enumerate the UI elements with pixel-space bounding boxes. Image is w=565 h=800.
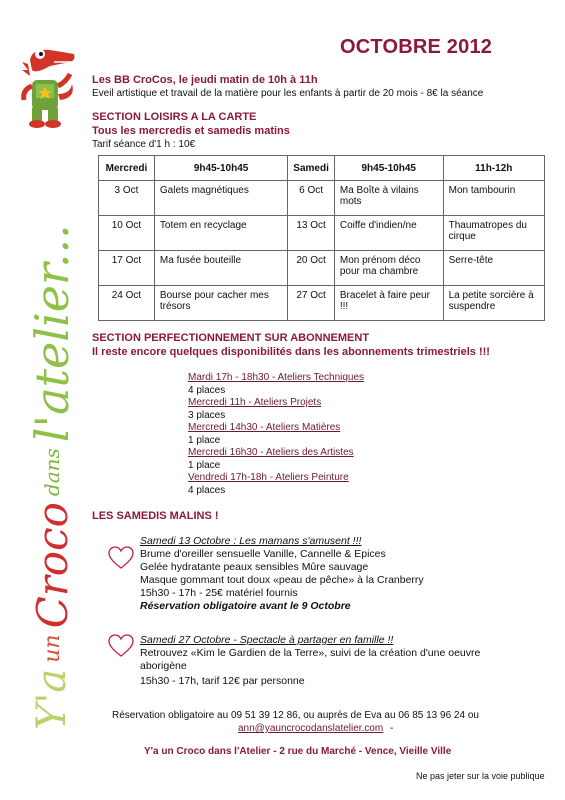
event-2-title: Samedi 27 Octobre - Spectacle à partager en famille !!: [140, 634, 394, 646]
brand-word-ya: Y'a: [29, 668, 75, 730]
brand-word-atelier: l'atelier...: [25, 224, 79, 443]
atelier-link[interactable]: Mercredi 14h30 - Ateliers Matières: [188, 422, 341, 433]
event-1: [140, 535, 424, 613]
table-cell: Ma fusée bouteille: [154, 251, 287, 286]
event-1-line: 15h30 - 17h - 25€ matériel fournis: [140, 587, 298, 599]
event-1-line: Masque gommant tout doux «peau de pêche» à la Cranberry: [140, 574, 424, 586]
table-cell: Thaumatropes du cirque: [443, 216, 544, 251]
loisirs-tarif: Tarif séance d'1 h : 10€: [92, 139, 196, 150]
footer-email-line: [238, 723, 393, 734]
table-header: 9h45-10h45: [334, 156, 443, 181]
atelier-link[interactable]: Mercredi 16h30 - Ateliers des Artistes: [188, 447, 354, 458]
schedule-table: [98, 155, 545, 321]
table-cell: 3 Oct: [99, 181, 155, 216]
loisirs-subtitle: Tous les mercredis et samedis matins: [92, 125, 290, 137]
footer-reservation: Réservation obligatoire au 09 51 39 12 86, ou auprès de Eva au 06 85 13 96 24 ou: [112, 710, 479, 721]
atelier-places: 1 place: [188, 434, 221, 446]
table-cell: Mon prénom déco pour ma chambre: [334, 251, 443, 286]
atelier-places: 4 places: [188, 384, 226, 396]
ateliers-list: [188, 372, 364, 497]
vertical-brand-logo: [22, 224, 82, 730]
event-1-note: Réservation obligatoire avant le 9 Octobre: [140, 600, 351, 612]
table-cell: 17 Oct: [99, 251, 155, 286]
table-row: [99, 251, 545, 286]
page-title: OCTOBRE 2012: [340, 36, 493, 58]
table-cell: Galets magnétiques: [154, 181, 287, 216]
brand-word-dans: dans: [40, 448, 64, 497]
table-cell: Mon tambourin: [443, 181, 544, 216]
brand-sidebar: [0, 0, 88, 800]
table-row: [99, 216, 545, 251]
crocodile-mascot-icon: [10, 40, 80, 130]
brand-word-croco: Croco: [27, 502, 77, 629]
table-cell: 10 Oct: [99, 216, 155, 251]
footer-dash: -: [390, 723, 394, 734]
table-header: 9h45-10h45: [154, 156, 287, 181]
event-2-line: Retrouvez «Kim le Gardien de la Terre», suivi de la création d'une oeuvre: [140, 647, 481, 659]
table-header: Mercredi: [99, 156, 155, 181]
table-cell: Coiffe d'indien/ne: [334, 216, 443, 251]
table-cell: 20 Oct: [288, 251, 335, 286]
table-cell: 27 Oct: [288, 286, 335, 321]
bb-title: Les BB CroCos, le jeudi matin de 10h à 11h: [92, 74, 318, 86]
table-cell: 24 Oct: [99, 286, 155, 321]
table-cell: Bourse pour cacher mes trésors: [154, 286, 287, 321]
table-cell: Serre-tête: [443, 251, 544, 286]
atelier-places: 4 places: [188, 484, 226, 496]
table-cell: Ma Boîte à vilains mots: [334, 181, 443, 216]
table-header: 11h-12h: [443, 156, 544, 181]
heart-icon: [108, 546, 134, 570]
heart-icon: [108, 634, 134, 658]
table-cell: Totem en recyclage: [154, 216, 287, 251]
event-2-line: 15h30 - 17h, tarif 12€ par personne: [140, 675, 305, 687]
bb-description: Eveil artistique et travail de la matière pour les enfants à partir de 20 mois - 8€ la séance: [92, 88, 484, 99]
table-cell: 13 Oct: [288, 216, 335, 251]
perf-subtitle: Il reste encore quelques disponibilités dans les abonnements trimestriels !!!: [92, 346, 490, 358]
table-row: [99, 181, 545, 216]
atelier-link[interactable]: Mardi 17h - 18h30 - Ateliers Techniques: [188, 372, 365, 383]
atelier-places: 1 place: [188, 459, 221, 471]
atelier-places: 3 places: [188, 409, 226, 421]
footer-email-link[interactable]: ann@yauncrocodanslatelier.com: [238, 723, 384, 734]
atelier-link[interactable]: Mercredi 11h - Ateliers Projets: [188, 397, 322, 408]
footer-notice: Ne pas jeter sur la voie publique: [416, 771, 545, 781]
footer-address: Y'a un Croco dans l'Atelier - 2 rue du Marché - Vence, Vieille Ville: [144, 746, 452, 757]
table-cell: Bracelet à faire peur !!!: [334, 286, 443, 321]
loisirs-title: SECTION LOISIRS A LA CARTE: [92, 111, 257, 123]
event-2: [140, 634, 480, 688]
event-1-line: Gelée hydratante peaux sensibles Mûre sauvage: [140, 561, 369, 573]
brand-word-un: un: [39, 634, 65, 663]
samedis-title: LES SAMEDIS MALINS !: [92, 510, 219, 522]
event-2-line: aborigène: [140, 660, 187, 672]
table-cell: 6 Oct: [288, 181, 335, 216]
perf-title: SECTION PERFECTIONNEMENT SUR ABONNEMENT: [92, 332, 370, 344]
event-1-title: Samedi 13 Octobre : Les mamans s'amusent !!!: [140, 535, 362, 547]
table-cell: La petite sorcière à suspendre: [443, 286, 544, 321]
table-row: [99, 286, 545, 321]
table-header: Samedi: [288, 156, 335, 181]
event-1-line: Brume d'oreiller sensuelle Vanille, Cannelle & Epices: [140, 548, 386, 560]
atelier-link[interactable]: Vendredi 17h-18h - Ateliers Peinture: [188, 472, 349, 483]
table-header-row: [99, 156, 545, 181]
